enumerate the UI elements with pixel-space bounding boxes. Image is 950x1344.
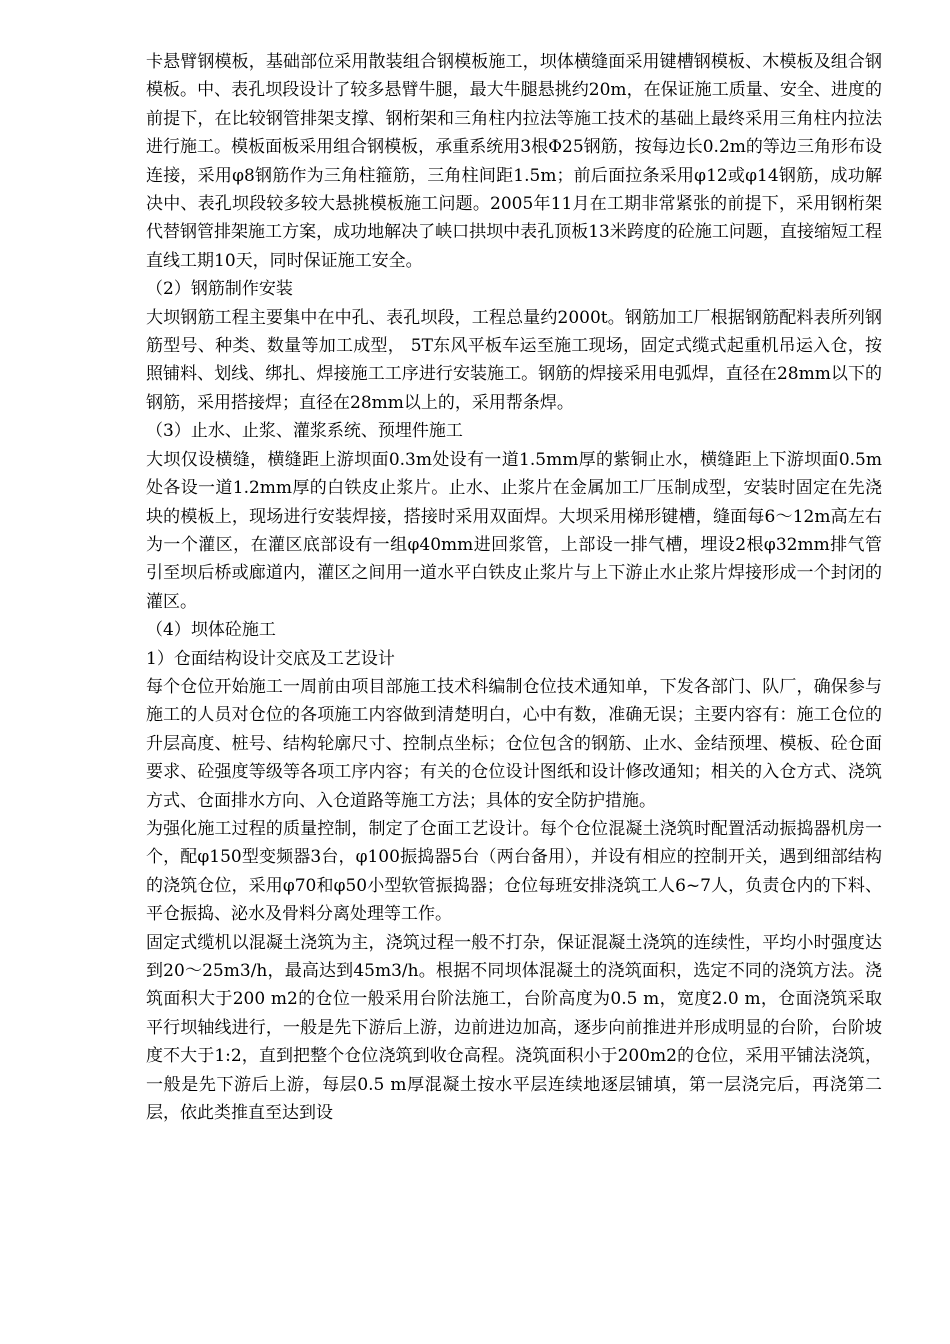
- paragraph-waterstop: 大坝仅设横缝，横缝距上游坝面0.3m处设有一道1.5mm厚的紫铜止水，横缝距上下游坝面0.5m处各设一道1.2mm厚的白铁皮止浆片。止水、止浆片在金属加工厂压制成型，安装时固定在先浇块的模板上，现场进行安装焊接，搭接时采用双面焊。大坝采用梯形键槽，缝面每6～12m高左右为一个灌区，在灌区底部设有一组φ40mm进回浆管，上部设一排气槽，埋设2根φ32mm排气管引至坝后桥或廊道内，灌区之间用一道水平白铁皮止浆片与上下游止水止浆片焊接形成一个封闭的灌区。: [146, 449, 882, 612]
- paragraph-formwork: 卡悬臂钢模板，基础部位采用散装组合钢模板施工，坝体横缝面采用键槽钢模板、木模板及组合钢模板。中、表孔坝段设计了较多悬臂牛腿，最大牛腿悬挑约20m，在保证施工质量、安全、进度的前提下，在比较钢管排架支撑、钢桁架和三角柱内拉法等施工技术的基础上最终采用三角柱内拉法进行施工。模板面板采用组合钢模板，承重系统用3根Φ25钢筋，按每边长0.2m的等边三角形布设连接，采用φ8钢筋作为三角柱箍筋，三角柱间距1.5m；前后面拉条采用φ12或φ14钢筋，成功解决中、表孔坝段较多较大悬挑模板施工问题。2005年11月在工期非常紧张的前提下，采用钢桁架代替钢管排架施工方案，成功地解决了峡口拱坝中表孔顶板13米跨度的砼施工问题，直接缩短工程直线工期10天，同时保证施工安全。: [146, 52, 882, 271]
- document-page: [146, 48, 882, 1127]
- subheading-design-briefing: 1）仓面结构设计交底及工艺设计: [146, 648, 395, 669]
- paragraph-technical-notice: 每个仓位开始施工一周前由项目部施工技术科编制仓位技术通知单，下发各部门、队厂，确保参与施工的人员对仓位的各项施工内容做到清楚明白，心中有数，准确无误；主要内容有：施工仓位的升层高度、桩号、结构轮廓尺寸、控制点坐标；仓位包含的钢筋、止水、金结预埋、模板、砼仓面要求、砼强度等级等各项工序内容；有关的仓位设计图纸和设计修改通知；相关的入仓方式、浇筑方式、仓面排水方向、入仓道路等施工方法；具体的安全防护措施。: [146, 676, 882, 811]
- paragraph-rebar: 大坝钢筋工程主要集中在中孔、表孔坝段，工程总量约2000t。钢筋加工厂根据钢筋配料表所列钢筋型号、种类、数量等加工成型， 5T东风平板车运至施工现场，固定式缆式起重机吊运入仓，按照铺料、划线、绑扎、焊接施工工序进行安装施工。钢筋的焊接采用电弧焊，直径在28mm以下的钢筋，采用搭接焊；直径在28mm以上的，采用帮条焊。: [146, 307, 882, 413]
- paragraph-quality-control: 为强化施工过程的质量控制，制定了仓面工艺设计。每个仓位混凝土浇筑时配置活动振捣器机房一个，配φ150型变频器3台，φ100振捣器5台（两台备用），并设有相应的控制开关，遇到细部结构的浇筑仓位，采用φ70和φ50小型软管振捣器；仓位每班安排浇筑工人6~7人，负责仓内的下料、平仓振捣、泌水及骨料分离处理等工作。: [146, 818, 882, 925]
- paragraph-pouring-method: 固定式缆机以混凝土浇筑为主，浇筑过程一般不打杂，保证混凝土浇筑的连续性，平均小时强度达到20～25m3/h，最高达到45m3/h。根据不同坝体混凝土的浇筑面积，选定不同的浇筑方法。浇筑面积大于200 m2的仓位一般采用台阶法施工，台阶高度为0.5 m，宽度2.0 m，仓面浇筑采取平行坝轴线进行，一般是先下游后上游，边前进边加高，逐步向前推进并形成明显的台阶，台阶坡度不大于1:2，直到把整个仓位浇筑到收仓高程。浇筑面积小于200m2的仓位，采用平铺法浇筑，一般是先下游后上游，每层0.5 m厚混凝土按水平层连续地逐层铺填，第一层浇完后，再浇第二层，依此类推直至达到设: [146, 932, 882, 1124]
- heading-concrete: （4）坝体砼施工: [146, 620, 276, 641]
- heading-waterstop: （3）止水、止浆、灌浆系统、预埋件施工: [146, 421, 463, 442]
- heading-rebar: （2）钢筋制作安装: [146, 279, 293, 300]
